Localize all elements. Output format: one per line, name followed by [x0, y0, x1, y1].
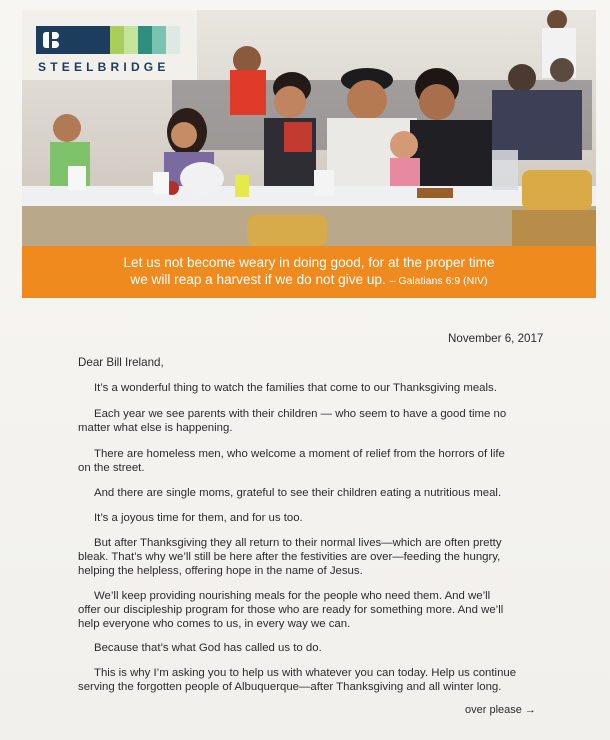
logo-wordmark: STEELBRIDGE — [38, 60, 170, 74]
paragraph-line: helping the helpless, offering hope in the name of Jesus. — [78, 565, 363, 578]
over-please-note: over please → — [465, 704, 536, 716]
paragraph-line: There are homeless men, who welcome a moment of relief from the horrors of life — [94, 448, 505, 460]
paragraph-line: It’s a joyous time for them, and for us too. — [94, 512, 303, 524]
letter-paragraph-7 — [78, 589, 552, 632]
logo-block-aqua — [152, 26, 166, 54]
banner-line-2-text: we will reap a harvest if we do not give up. — [130, 272, 386, 287]
letter-paragraph-4 — [78, 486, 552, 500]
steelbridge-logo — [36, 26, 186, 80]
letter-paragraph-1 — [78, 381, 552, 395]
logo-block-lightgreen — [124, 26, 138, 54]
paragraph-line: This is why I’m asking you to help us with whatever you can today. Help us continue — [94, 667, 517, 679]
paragraph-line: offer our discipleship program for those who are ready for something more. And we’ll — [78, 604, 504, 617]
letter-paragraph-5 — [78, 511, 552, 525]
logo-block-teal — [138, 26, 152, 54]
header-photo — [22, 10, 596, 246]
paragraph-line: It’s a wonderful thing to watch the families that come to our Thanksgiving meals. — [94, 382, 497, 394]
letter-date: November 6, 2017 — [448, 332, 544, 345]
paragraph-line: bleak. That’s why we’ll still be here after the festivities are over—feeding the hungry, — [78, 551, 501, 564]
paragraph-line: serving the forgotten people of Albuquerque—after Thanksgiving and all winter long. — [78, 681, 502, 694]
paragraph-line: Because that’s what God has called us to do. — [94, 642, 322, 654]
logo-block-green — [110, 26, 124, 54]
paragraph-line: But after Thanksgiving they all return to their normal lives—which are often pretty — [94, 537, 502, 549]
letter-salutation: Dear Bill Ireland, — [78, 356, 164, 369]
letter-paragraph-3 — [78, 447, 552, 475]
letter-paragraph-9 — [78, 666, 552, 694]
logo-block-pale — [166, 26, 180, 54]
letter-paragraph-6 — [78, 536, 552, 579]
banner-line-2 — [22, 271, 596, 290]
logo-block-navy — [66, 26, 110, 54]
paragraph-line: matter what else is happening. — [78, 422, 233, 435]
banner-reference: – Galatians 6:9 (NIV) — [389, 275, 488, 287]
letter-paragraph-8 — [78, 641, 552, 655]
letter-paragraph-2 — [78, 407, 552, 435]
paragraph-line: help everyone who comes to us, in every way we can. — [78, 618, 351, 631]
banner-line-1: Let us not become weary in doing good, for at the proper time — [123, 255, 495, 270]
scripture-banner — [22, 246, 596, 298]
paragraph-line: We’ll keep providing nourishing meals for the people who need them. And we’ll — [94, 590, 491, 602]
paragraph-line: Each year we see parents with their children — who seem to have a good time no — [94, 408, 507, 420]
paragraph-line: And there are single moms, grateful to see their children eating a nutritious meal. — [94, 487, 502, 499]
logo-block-mark — [36, 26, 66, 54]
paragraph-line: on the street. — [78, 462, 145, 475]
logo-color-blocks — [36, 26, 186, 54]
